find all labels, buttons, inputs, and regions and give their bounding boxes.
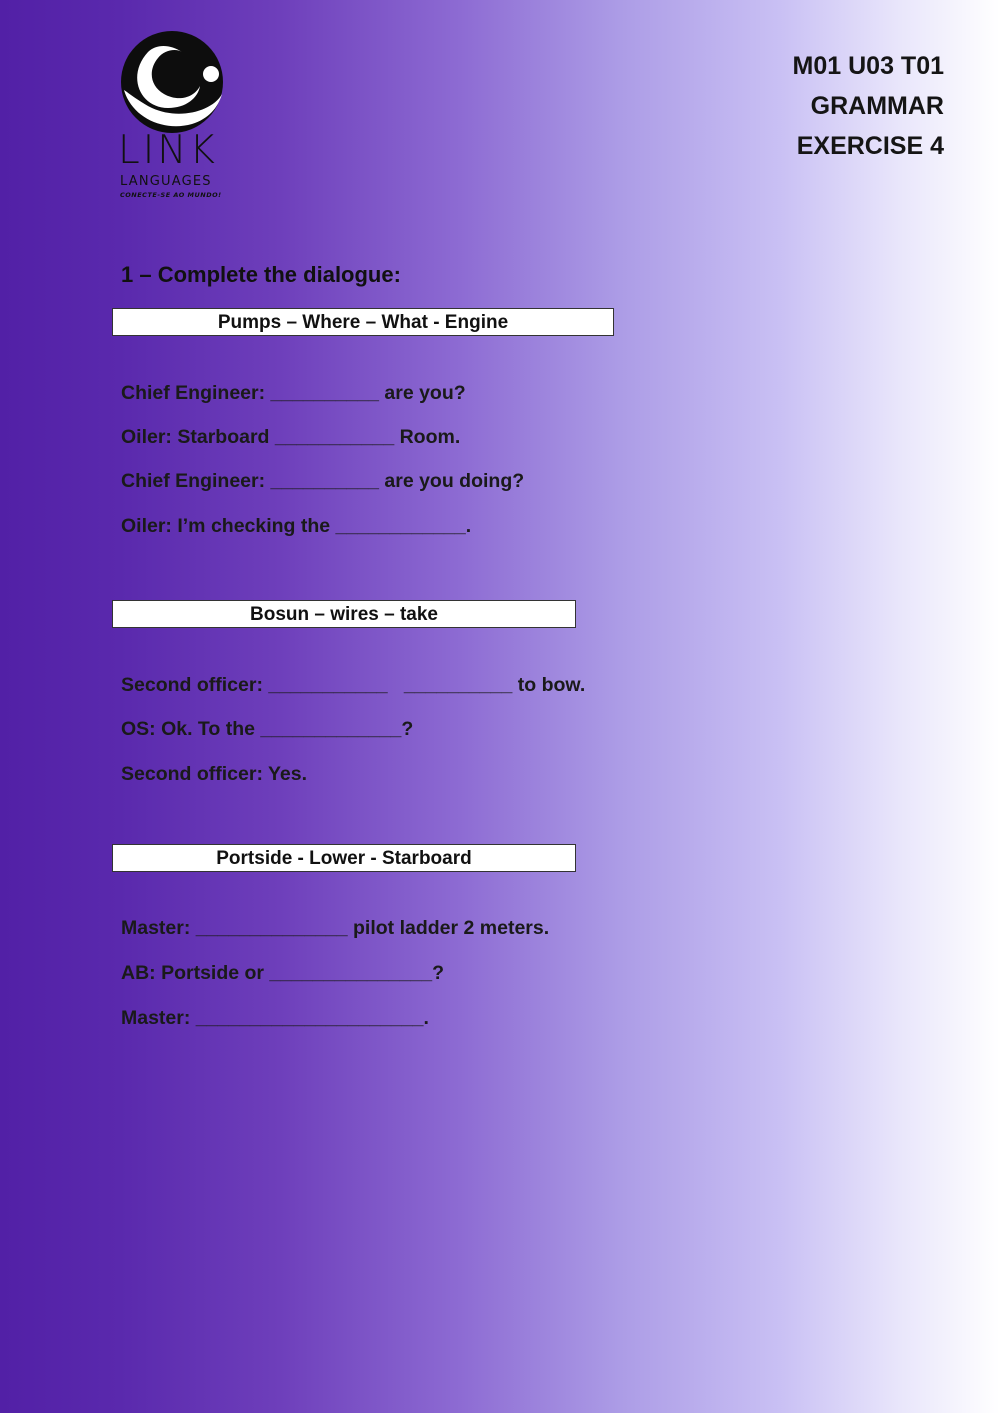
dialogue-line: Oiler: I’m checking the ____________. [121,515,472,537]
exercise-number: EXERCISE 4 [796,132,944,160]
dialogue-line: Oiler: Starboard ___________ Room. [121,426,461,448]
word-bank-3: Portside - Lower - Starboard [112,844,576,872]
dialogue-line: Master: ______________ pilot ladder 2 meters. [121,917,550,939]
dialogue-line: Second officer: Yes. [121,763,308,785]
logo-subtitle: LANGUAGES [120,174,212,189]
dialogue-line: Second officer: ___________ __________ to bow. [121,674,586,696]
word-bank-2: Bosun – wires – take [112,600,576,628]
exercise-code: M01 U03 T01 [792,52,944,80]
exercise-header [793,46,944,166]
dialogue-line: OS: Ok. To the _____________? [121,718,414,740]
exercise-topic: GRAMMAR [810,92,944,120]
swirl-logo-icon [118,28,226,136]
logo-wordmark: LINK [118,128,218,173]
dialogue-line: AB: Portside or _______________? [121,962,445,984]
dialogue-line: Chief Engineer: __________ are you? [121,382,466,404]
logo-tagline: CONECTE-SE AO MUNDO! [120,191,222,199]
link-languages-logo [118,28,230,203]
section-title: 1 – Complete the dialogue: [121,262,401,287]
word-bank-1: Pumps – Where – What - Engine [112,308,614,336]
dialogue-line: Master: _____________________. [121,1007,429,1029]
dialogue-line: Chief Engineer: __________ are you doing? [121,470,525,492]
